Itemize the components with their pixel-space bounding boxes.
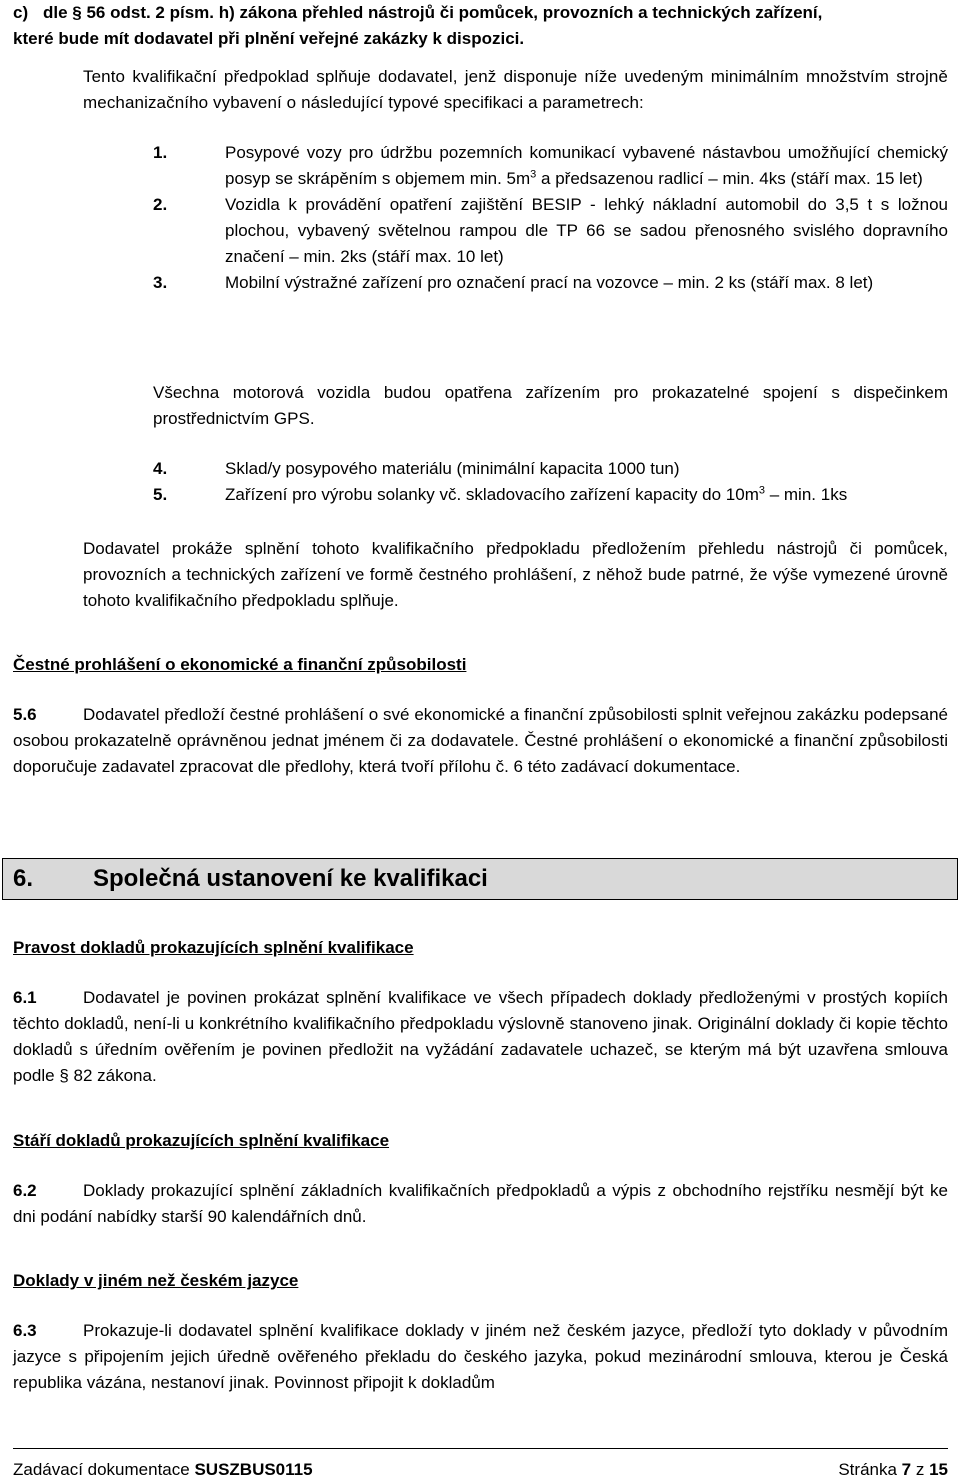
list-item: [153, 140, 948, 192]
list-item: [153, 482, 948, 508]
list-item: [153, 192, 948, 270]
list-item-number: 4.: [153, 459, 168, 478]
footer-document-label: Zadávací dokumentace SUSZBUS0115: [13, 1460, 313, 1479]
list-item: [153, 456, 948, 482]
paragraph-6-3: [13, 1318, 948, 1396]
intro-line2: které bude mít dodavatel při plnění veřejné zakázky k dispozici.: [13, 29, 525, 48]
list-item-number: 2.: [153, 195, 168, 214]
list-item-number: 1.: [153, 143, 168, 162]
intro-label: c): [13, 3, 29, 22]
list-item-number: 5.: [153, 485, 168, 504]
paragraph-6-1: [13, 985, 948, 1089]
list-item: [153, 270, 948, 296]
list-item-text: Mobilní výstražné zařízení pro označení prací na vozovce – min. 2 ks (stáří max. 8 let): [225, 273, 874, 292]
list-item-number: 3.: [153, 273, 168, 292]
list-item-text: Posypové vozy pro údržbu pozemních komunikací vybavené nástavbou umožňující chemický posyp se skrápěním s objemem min. $5m^3$ a předsazenou radlicí – min. 4ks (stáří max. 15 let): [225, 143, 948, 188]
equipment-list-b: [153, 456, 948, 508]
paragraph-text: Dodavatel je povinen prokázat splnění kvalifikace ve všech případech doklady předloženými v prostých kopiích těchto dokladů, není-li u konkrétního kvalifikačního předpokladu výslovně stanoveno jinak. Originální doklady či kopie těchto dokladů s úředním ověřením je povinen předložit na vyžádání zadavatele uchazeč, se kterým má být uzavřena smlouva podle § 82 zákona.: [13, 988, 948, 1085]
proof-paragraph: Dodavatel prokáže splnění tohoto kvalifikačního předpokladu předložením přehledu nástrojů či pomůcek, provozních a technických zařízení ve formě čestného prohlášení, z něhož bude patrné, že výše vymezené úrovně tohoto kvalifikačního předpokladu splňuje.: [83, 539, 948, 610]
list-item-text: Sklad/y posypového materiálu (minimální kapacita 1000 tun): [225, 459, 680, 478]
chapter-heading: [2, 858, 958, 900]
paragraph-text: Dodavatel předloží čestné prohlášení o své ekonomické a finanční způsobilosti splnit veřejnou zakázku podepsané osobou prokazatelně oprávněnou jednat jménem či za dodavatele. Čestné prohlášení o ekonomické a finanční způsobilosti doporučuje zadavatel zpracovat dle předlohy, která tvoří přílohu č. 6 této zadávací dokumentace.: [13, 705, 948, 776]
intro-line1: dle § 56 odst. 2 písm. h) zákona přehled nástrojů či pomůcek, provozních a technických zařízení,: [43, 3, 823, 22]
heading-economic-declaration: Čestné prohlášení o ekonomické a finanční způsobilosti: [13, 655, 467, 674]
heading-foreign-language: Doklady v jiném než českém jazyce: [13, 1271, 299, 1290]
paragraph-number: 6.1: [13, 988, 37, 1007]
equipment-list-a: [153, 140, 948, 296]
list-item-text: Vozidla k provádění opatření zajištění BESIP - lehký nákladní automobil do 3,5 t s ložnou plochou, vybavený světelnou rampou dle TP 66 se sadou přenosného svislého dopravního značení – min. 2ks (stáří max. 10 let): [225, 195, 948, 266]
list-item-text: Zařízení pro výrobu solanky vč. skladovacího zařízení kapacity do $10m^3$ – min. 1ks: [225, 484, 848, 504]
paragraph-text: Doklady prokazující splnění základních kvalifikačních předpokladů a výpis z obchodního rejstříku nesmějí být ke dni podání nabídky starší 90 kalendářních dnů.: [13, 1181, 948, 1226]
footer-page-number: Stránka 7 z 15: [838, 1460, 948, 1479]
qualification-paragraph: Tento kvalifikační předpoklad splňuje dodavatel, jenž disponuje níže uvedeným minimálním množstvím strojně mechanizačního vybavení o následující typové specifikaci a parametrech:: [83, 67, 948, 112]
paragraph-5-6: [13, 702, 948, 780]
intro-item-c: [13, 0, 948, 52]
page-footer: [13, 1460, 948, 1480]
chapter-title: Společná ustanovení ke kvalifikaci: [93, 865, 488, 892]
heading-document-age: Stáří dokladů prokazujících splnění kvalifikace: [13, 1131, 390, 1150]
paragraph-number: 6.2: [13, 1181, 37, 1200]
footer-divider: [13, 1448, 948, 1449]
chapter-number: 6.: [13, 865, 34, 892]
paragraph-6-2: [13, 1178, 948, 1230]
paragraph-number: 5.6: [13, 705, 37, 724]
paragraph-text: Prokazuje-li dodavatel splnění kvalifikace doklady v jiném než českém jazyce, předloží tyto doklady v původním jazyce s připojením jejich úředně ověřeného překladu do českého jazyka, pokud mezinárodní smlouva, kterou je Česká republika vázána, nestanoví jinak. Povinnost připojit k dokladům: [13, 1321, 948, 1392]
heading-authenticity: Pravost dokladů prokazujících splnění kvalifikace: [13, 938, 414, 957]
paragraph-number: 6.3: [13, 1321, 37, 1340]
gps-paragraph: Všechna motorová vozidla budou opatřena zařízením pro prokazatelné spojení s dispečinkem prostřednictvím GPS.: [153, 383, 948, 428]
